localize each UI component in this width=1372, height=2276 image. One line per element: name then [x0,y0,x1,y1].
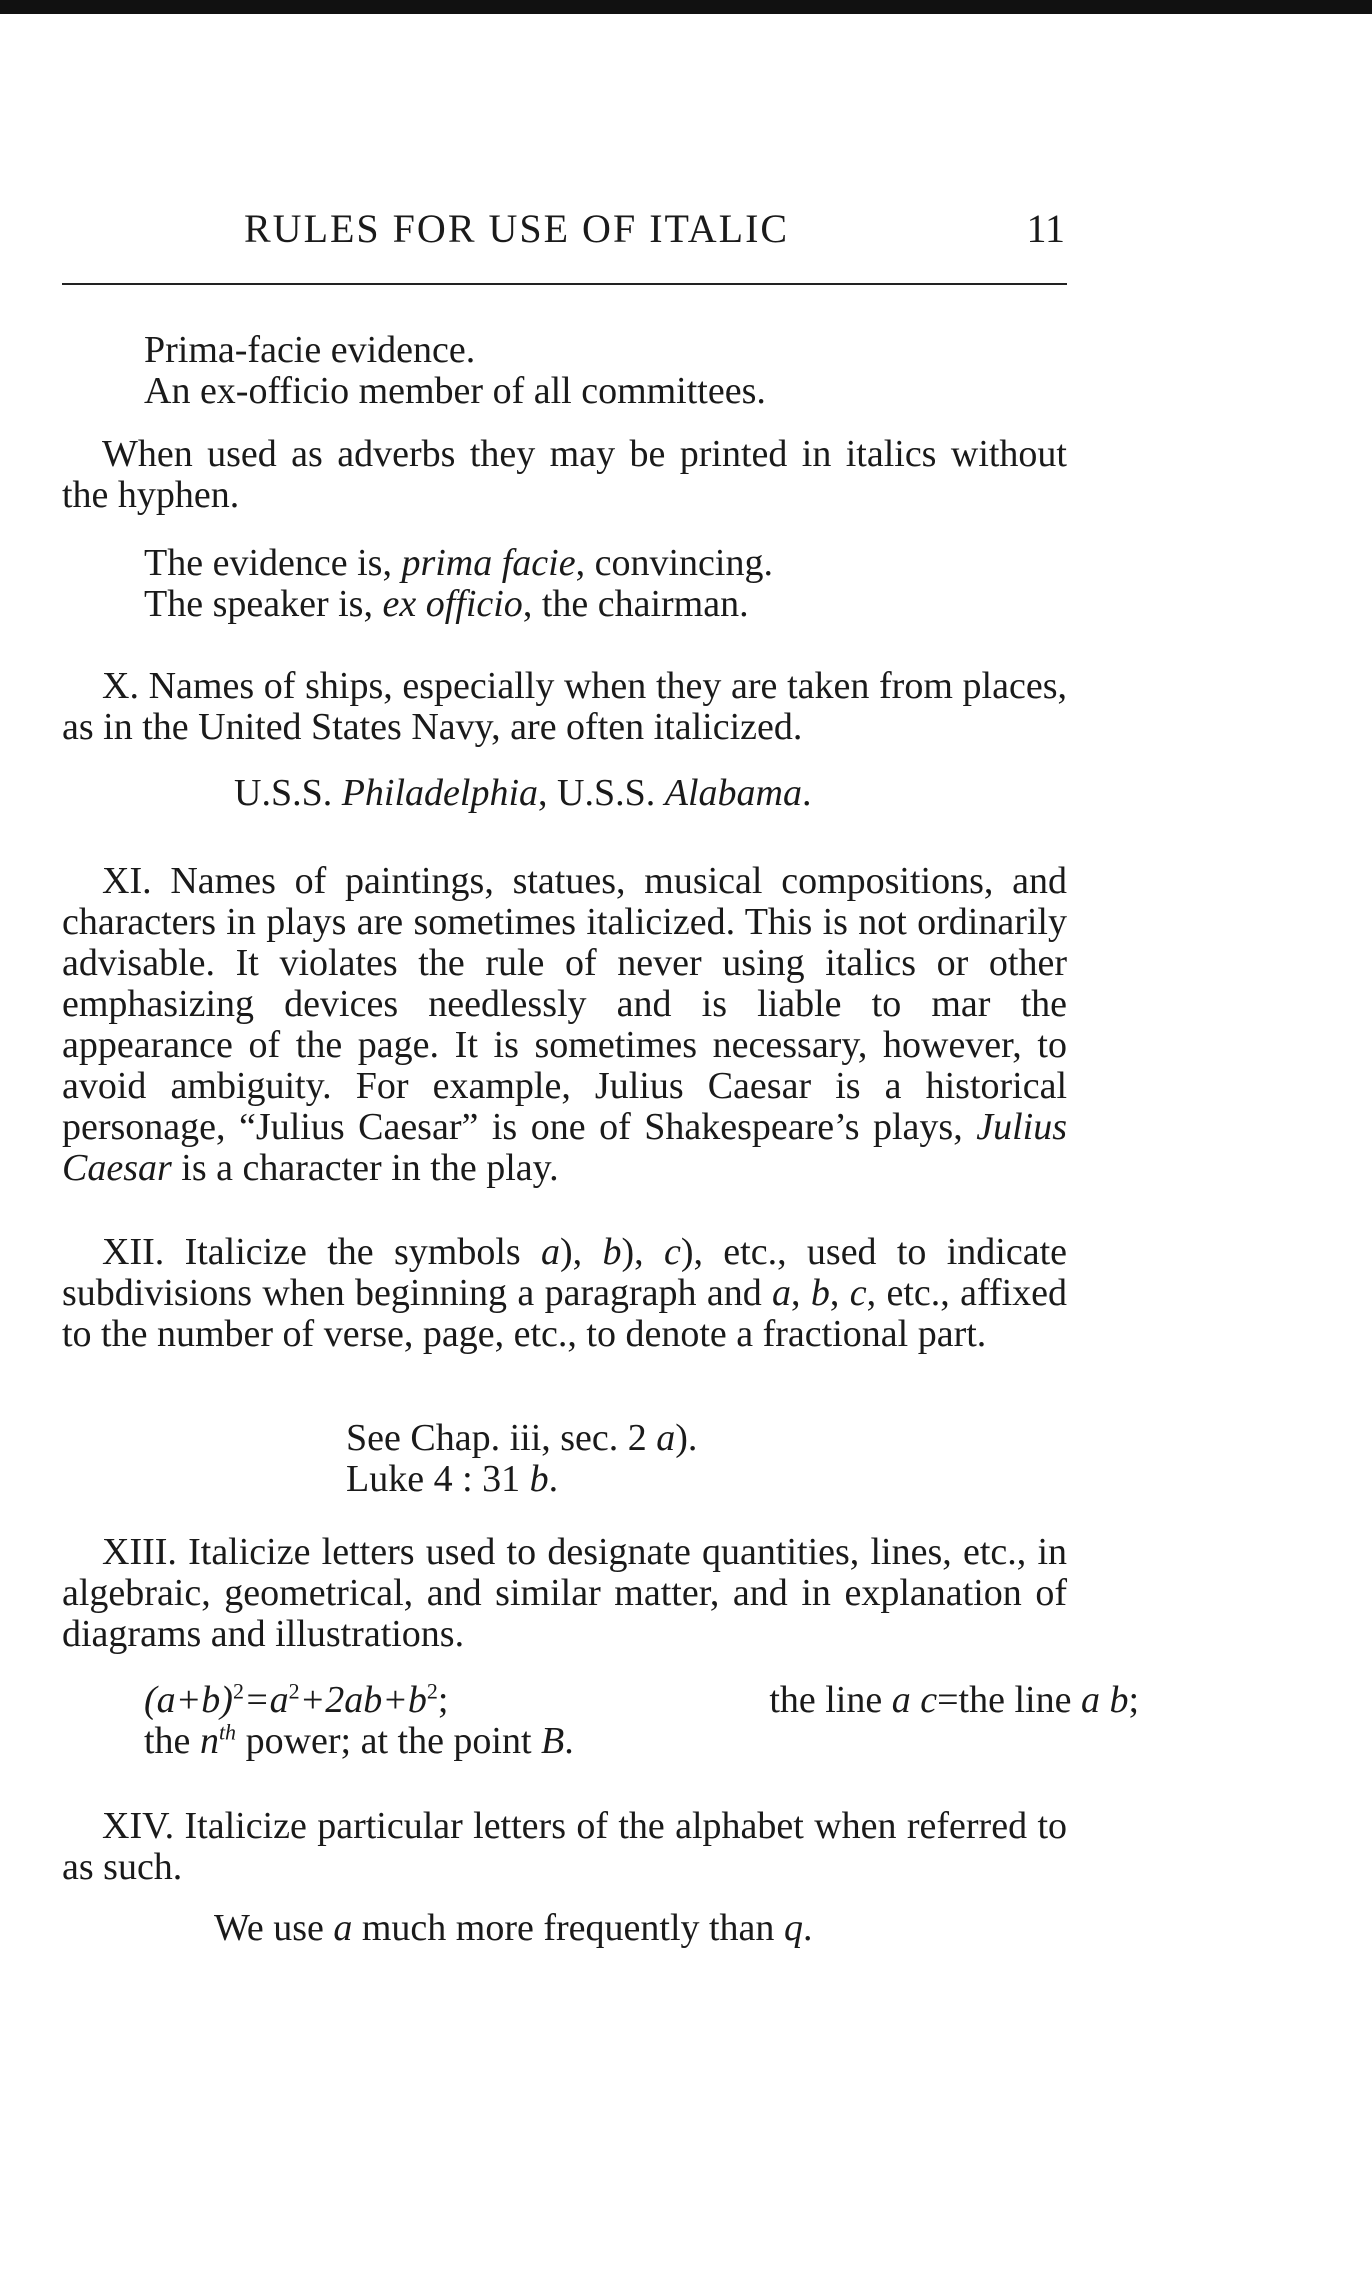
rule-xii-paragraph: XII. Italicize the symbols a), b), c), etc., used to indicate subdivisions when beginning a paragraph and a, b, c, etc., affixed to the number of verse, page, etc., to denote a fractional part. [62,1231,1068,1355]
example-line: The evidence is, prima facie, convincing. [144,542,773,584]
italic-term: ex officio [382,583,523,625]
example-line: See Chap. iii, sec. 2 a). [346,1417,698,1459]
paragraph-adverbs: When used as adverbs they may be printed in italics without the hyphen. [62,433,1067,516]
rule-x-paragraph: X. Names of ships, especially when they are taken from places, as in the United States Navy, are often italicized. [62,665,1067,748]
page-number: 11 [1026,206,1065,251]
rule-xiv-example: We use a much more frequently than q. [214,1907,813,1949]
page-header [62,208,1067,268]
italic-term: Julius Caesar [62,1106,1067,1189]
rule-xiv-paragraph: XIV. Italicize particular letters of the alphabet when referred to as such. [62,1805,1067,1888]
header-rule [62,283,1067,285]
rule-xii-examples [62,1418,1351,1500]
scan-top-edge [0,0,1372,14]
ship-name: Philadelphia [341,772,539,814]
example-block-hyphenated [62,330,1149,412]
italic-term: prima facie [401,542,576,584]
rule-xiii-paragraph: XIII. Italicize letters used to designate quantities, lines, etc., in algebraic, geometrical, and similar matter, and in explanation of diagrams and illustrations. [62,1531,1067,1655]
ship-name: Alabama [664,772,802,814]
formula-line: the $n^{th}$ power; at the point B. [144,1719,574,1762]
example-line: An ex-officio member of all committees. [144,370,766,412]
example-block-adverbs [62,543,1149,625]
example-line: Prima-facie evidence. [144,329,476,371]
rule-xi-paragraph: XI. Names of paintings, statues, musical compositions, and characters in plays are sometimes italicized. This is not ordinarily advisable. It violates the rule of never using italics or other emphasizing devices needlessly and is liable to mar the appearance of the page. It is sometimes necessary, however, to avoid ambiguity. For example, Julius Caesar is a historical personage, “Julius Caesar” is one of Shakespeare’s plays, Julius Caesar is a character in the play. [62,860,1067,1189]
example-line: Luke 4 : 31 b. [346,1458,559,1500]
example-line: The speaker is, ex officio, the chairman. [144,583,749,625]
formula-line: $(a+b)^2=a^2+2ab+b^2$; the line a c=the line a b; [144,1678,1139,1721]
rule-xiii-examples [62,1680,1149,1762]
rule-x-example: U.S.S. Philadelphia, U.S.S. Alabama. [234,772,812,814]
running-head: RULES FOR USE OF ITALIC [244,206,790,251]
